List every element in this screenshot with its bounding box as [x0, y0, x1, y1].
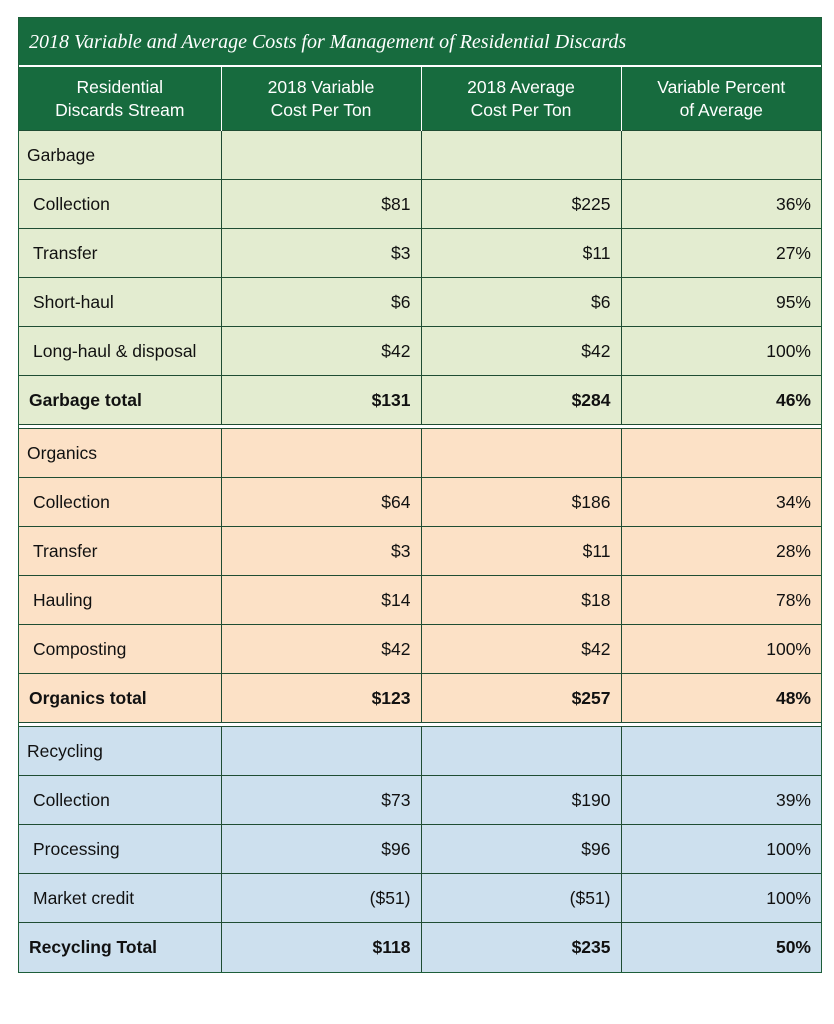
table-row [19, 527, 821, 576]
section-row-garbage [19, 131, 821, 180]
section-label: Organics [19, 429, 221, 478]
variable-cost-cell: $14 [221, 576, 421, 625]
variable-cost-cell: $42 [221, 327, 421, 376]
variable-cost-cell: $42 [221, 625, 421, 674]
total-label: Garbage total [19, 376, 221, 425]
table-row [19, 180, 821, 229]
average-cost-cell: $18 [421, 576, 621, 625]
variable-cost-cell: $3 [221, 229, 421, 278]
average-cost-total: $257 [421, 674, 621, 723]
cost-table [19, 67, 821, 972]
percent-cell: 28% [621, 527, 821, 576]
percent-cell: 39% [621, 776, 821, 825]
percent-cell: 100% [621, 825, 821, 874]
percent-cell: 100% [621, 625, 821, 674]
row-label: Transfer [19, 229, 221, 278]
average-cost-cell: $42 [421, 625, 621, 674]
average-cost-cell: $6 [421, 278, 621, 327]
percent-total: 48% [621, 674, 821, 723]
header-discards-stream: Residential Discards Stream [19, 67, 221, 131]
variable-cost-cell: $64 [221, 478, 421, 527]
total-row-garbage [19, 376, 821, 425]
header-average-cost: 2018 Average Cost Per Ton [421, 67, 621, 131]
percent-cell: 36% [621, 180, 821, 229]
section-row-organics [19, 429, 821, 478]
table-row [19, 625, 821, 674]
row-label: Market credit [19, 874, 221, 923]
percent-cell: 100% [621, 327, 821, 376]
row-label: Collection [19, 478, 221, 527]
variable-cost-total: $131 [221, 376, 421, 425]
variable-cost-cell: $73 [221, 776, 421, 825]
percent-cell: 95% [621, 278, 821, 327]
variable-cost-cell: ($51) [221, 874, 421, 923]
total-label: Recycling Total [19, 923, 221, 972]
variable-cost-total: $118 [221, 923, 421, 972]
table-row [19, 776, 821, 825]
table-title: 2018 Variable and Average Costs for Management of Residential Discards [19, 18, 821, 67]
percent-total: 46% [621, 376, 821, 425]
row-label: Composting [19, 625, 221, 674]
table-row [19, 229, 821, 278]
average-cost-cell: $186 [421, 478, 621, 527]
total-row-recycling [19, 923, 821, 972]
percent-cell: 27% [621, 229, 821, 278]
average-cost-cell: $225 [421, 180, 621, 229]
average-cost-cell: ($51) [421, 874, 621, 923]
header-variable-percent: Variable Percent of Average [621, 67, 821, 131]
row-label: Hauling [19, 576, 221, 625]
average-cost-cell: $190 [421, 776, 621, 825]
percent-cell: 34% [621, 478, 821, 527]
row-label: Long-haul & disposal [19, 327, 221, 376]
percent-cell: 78% [621, 576, 821, 625]
table-row [19, 327, 821, 376]
cost-table-panel [18, 17, 822, 973]
average-cost-cell: $11 [421, 229, 621, 278]
section-label: Garbage [19, 131, 221, 180]
table-row [19, 576, 821, 625]
row-label: Transfer [19, 527, 221, 576]
percent-total: 50% [621, 923, 821, 972]
row-label: Collection [19, 776, 221, 825]
table-row [19, 874, 821, 923]
row-label: Short-haul [19, 278, 221, 327]
section-row-recycling [19, 727, 821, 776]
row-label: Processing [19, 825, 221, 874]
average-cost-total: $284 [421, 376, 621, 425]
section-label: Recycling [19, 727, 221, 776]
header-row [19, 67, 821, 131]
header-variable-cost: 2018 Variable Cost Per Ton [221, 67, 421, 131]
average-cost-cell: $11 [421, 527, 621, 576]
variable-cost-cell: $3 [221, 527, 421, 576]
table-row [19, 825, 821, 874]
average-cost-total: $235 [421, 923, 621, 972]
average-cost-cell: $96 [421, 825, 621, 874]
total-row-organics [19, 674, 821, 723]
percent-cell: 100% [621, 874, 821, 923]
row-label: Collection [19, 180, 221, 229]
table-row [19, 278, 821, 327]
average-cost-cell: $42 [421, 327, 621, 376]
variable-cost-cell: $96 [221, 825, 421, 874]
variable-cost-cell: $81 [221, 180, 421, 229]
total-label: Organics total [19, 674, 221, 723]
table-row [19, 478, 821, 527]
variable-cost-cell: $6 [221, 278, 421, 327]
variable-cost-total: $123 [221, 674, 421, 723]
